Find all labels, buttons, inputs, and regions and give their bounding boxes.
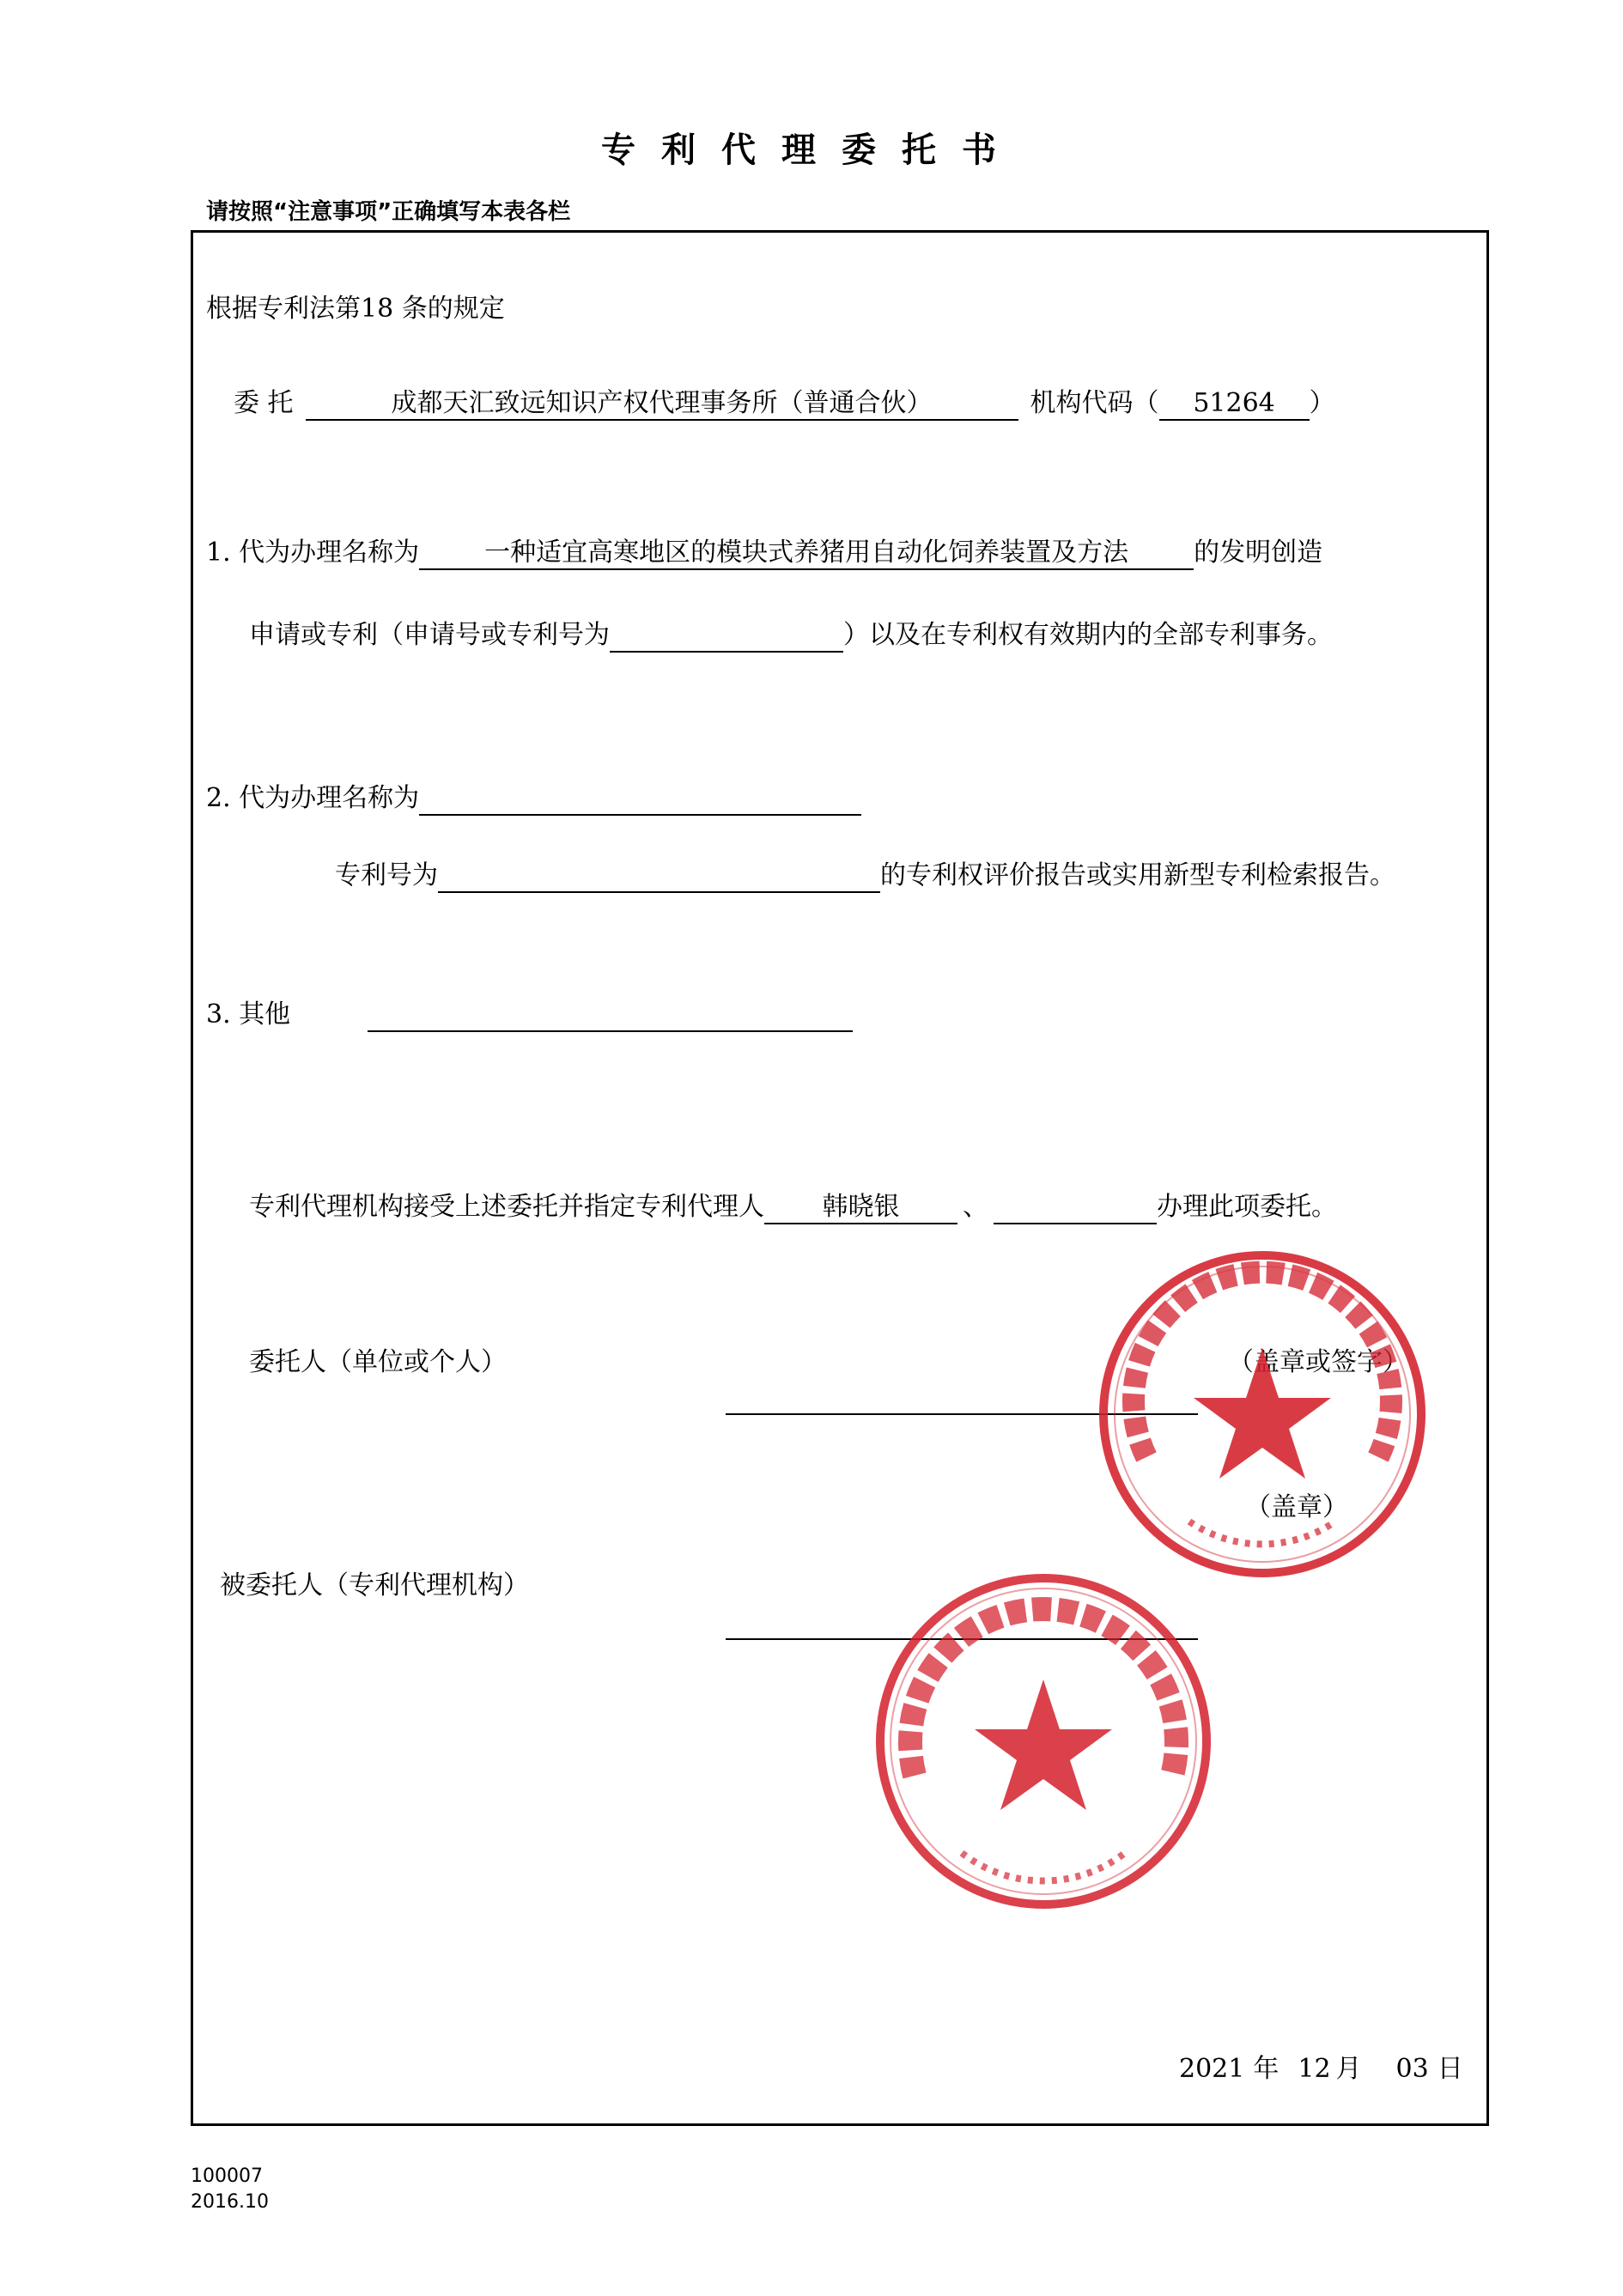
document-title: 专利代理委托书 <box>601 131 1022 170</box>
item1-line2 <box>249 618 1333 653</box>
form-version: 2016.10 <box>191 2191 269 2213</box>
date-year-unit: 年 <box>1253 2054 1280 2084</box>
item2-line1 <box>206 781 861 816</box>
item3-prefix: 3. 其他 <box>206 999 291 1030</box>
item1-line1 <box>206 536 1322 570</box>
legal-basis: 根据专利法第18 条的规定 <box>206 294 505 324</box>
org-code-label: 机构代码（ <box>1030 388 1159 418</box>
item2-prefix: 2. 代为办理名称为 <box>206 783 420 813</box>
date-line <box>1179 2052 1463 2086</box>
item3-other-field[interactable] <box>368 998 853 1032</box>
principal-seal-hint: （盖章或签字） <box>1228 1347 1408 1377</box>
date-month-unit: 月 <box>1335 2054 1362 2084</box>
org-code-close: ） <box>1309 388 1335 418</box>
agent-separator: 、 <box>963 1192 988 1222</box>
date-day-unit: 日 <box>1437 2054 1463 2084</box>
agency-seal-star-icon <box>975 1679 1112 1810</box>
fill-instruction: 请按照“注意事项”正确填写本表各栏 <box>206 199 571 225</box>
entrust-line <box>234 386 1335 421</box>
patent-number-field[interactable] <box>438 859 880 893</box>
form-frame <box>191 230 1489 2126</box>
item2-name-field[interactable] <box>419 781 861 816</box>
item3-line <box>206 998 853 1032</box>
agent2-field[interactable] <box>994 1190 1157 1224</box>
item1-line2-suffix: ）以及在专利权有效期内的全部专利事务。 <box>843 620 1333 650</box>
principal-label: 委托人（单位或个人） <box>249 1347 507 1377</box>
item2-line2-prefix: 专利号为 <box>335 860 438 890</box>
item1-suffix: 的发明创造 <box>1194 538 1323 568</box>
item1-prefix: 1. 代为办理名称为 <box>206 538 420 568</box>
date-month: 12 <box>1298 2054 1331 2084</box>
agency-name-field[interactable]: 成都天汇致远知识产权代理事务所（普通合伙） <box>306 386 1018 421</box>
acceptance-suffix: 办理此项委托。 <box>1157 1192 1337 1222</box>
form-code: 100007 <box>191 2165 263 2187</box>
org-code-field[interactable]: 51264 <box>1159 386 1310 421</box>
agency-seal <box>863 1561 1224 1922</box>
agency-label: 被委托人（专利代理机构） <box>220 1570 529 1601</box>
application-number-field[interactable] <box>610 618 843 653</box>
date-year: 2021 <box>1179 2054 1245 2084</box>
date-day: 03 <box>1395 2054 1429 2084</box>
acceptance-prefix: 专利代理机构接受上述委托并指定专利代理人 <box>249 1192 764 1222</box>
acceptance-line <box>249 1190 1337 1224</box>
item1-line2-prefix: 申请或专利（申请号或专利号为 <box>249 620 610 650</box>
item2-line2-suffix: 的专利权评价报告或实用新型专利检索报告。 <box>880 860 1395 890</box>
agent1-field[interactable]: 韩晓银 <box>764 1190 957 1224</box>
principal-seal <box>1086 1238 1438 1590</box>
agency-seal-hint: （盖章） <box>1245 1492 1348 1522</box>
entrust-label: 委 托 <box>234 388 294 418</box>
invention-name-field[interactable]: 一种适宜高寒地区的模块式养猪用自动化饲养装置及方法 <box>419 536 1194 570</box>
principal-seal-star-icon <box>1194 1348 1331 1479</box>
item2-line2 <box>335 859 1395 893</box>
